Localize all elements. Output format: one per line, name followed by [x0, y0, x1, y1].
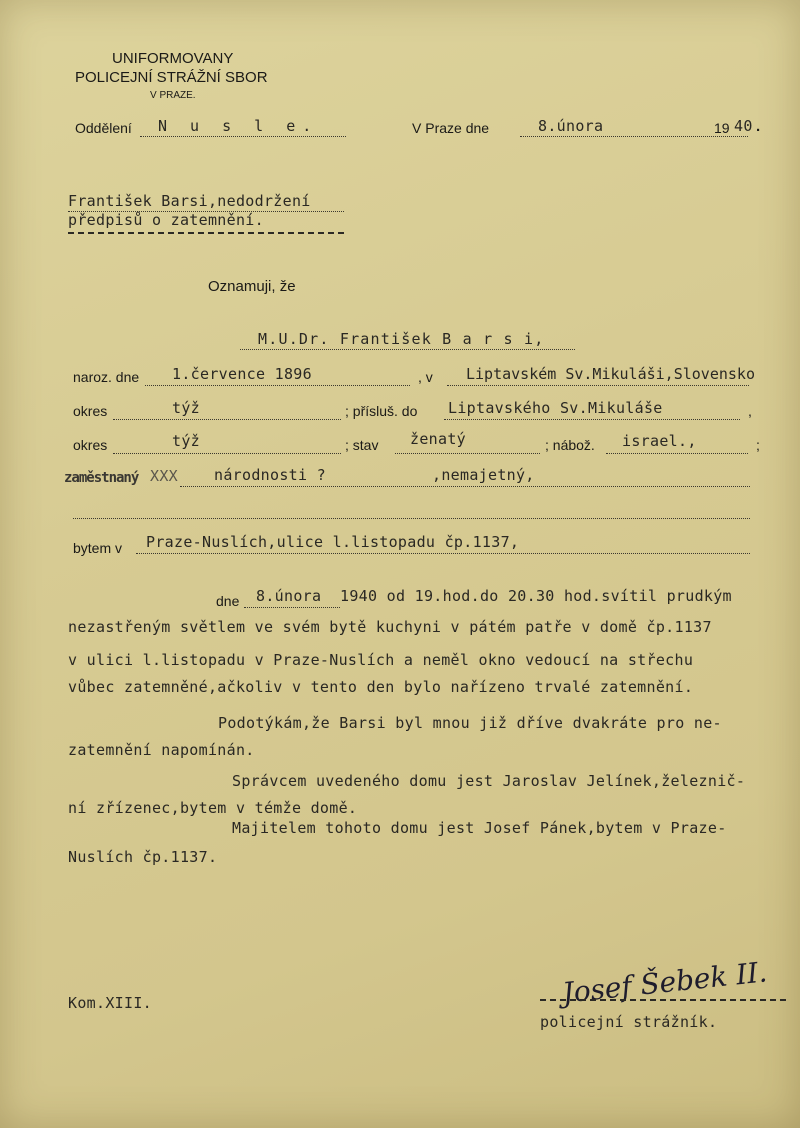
belong-end: ,	[748, 403, 752, 419]
officer-role: policejní strážník.	[540, 1013, 718, 1031]
letterhead-line3: V PRAZE.	[150, 90, 196, 101]
religion-label: ; nábož.	[545, 437, 595, 453]
body-line4: vůbec zatemněné,ačkoliv v tento den bylo nařízeno trvalé zatemnění.	[68, 678, 694, 696]
belong-value: Liptavského Sv.Mikuláše	[448, 399, 663, 417]
born-place: Liptavském Sv.Mikuláši,Slovensko	[466, 365, 755, 383]
born-at-label: , v	[418, 369, 433, 385]
person-name-dotted-line	[240, 349, 575, 350]
date-end: .	[756, 118, 761, 135]
status-value: ženatý	[410, 430, 466, 448]
body-day-label: dne	[216, 593, 240, 609]
residence-value: Praze-Nuslích,ulice l.listopadu čp.1137,	[146, 533, 520, 551]
belong-label: ; přísluš. do	[345, 403, 418, 419]
status-label: ; stav	[345, 437, 379, 453]
person-name: M.U.Dr. František B a r s i,	[258, 330, 545, 348]
nationality-value: národnosti ?	[214, 466, 326, 484]
subject-line2: předpisů o zatemnění.	[68, 211, 264, 229]
commission-number: Kom.XIII.	[68, 994, 152, 1012]
employed-label-overstruck: zaměstnaný	[64, 470, 139, 486]
date-year-suffix: 40	[734, 117, 753, 135]
body-line7: Správcem uvedeného domu jest Jaroslav Jelínek,železnič-	[232, 772, 746, 790]
property-value: ,nemajetný,	[432, 466, 535, 484]
officer-signature: Josef Šebek II.	[560, 955, 769, 1010]
district1-value: týž	[172, 399, 200, 417]
district2-value: týž	[172, 432, 200, 450]
district2-label: okres	[73, 437, 108, 453]
body-line1-rest: 1940 od 19.hod.do 20.30 hod.svítil prudkým	[340, 587, 732, 605]
belong-dotted-line	[444, 419, 740, 420]
date-prefix: V Praze dne	[412, 120, 490, 136]
district2-dotted-line	[113, 453, 341, 454]
employed-overstrike-mark: XXX	[150, 467, 178, 485]
body-line3: v ulici l.listopadu v Praze-Nuslích a neměl okno vedoucí na střechu	[68, 651, 694, 669]
date-dotted-line	[520, 136, 748, 137]
residence-label: bytem v	[73, 540, 123, 556]
body-line1-date: 8.února	[256, 587, 322, 605]
body-date-dotted-line	[244, 607, 340, 608]
status-dotted-line	[395, 453, 540, 454]
district1-label: okres	[73, 403, 108, 419]
nationality-dotted-line	[180, 486, 750, 487]
district1-dotted-line	[113, 419, 341, 420]
letterhead-line2: POLICEJNÍ STRÁŽNÍ SBOR	[75, 69, 268, 86]
body-line6: zatemnění napomínán.	[68, 741, 255, 759]
subject-dashed-underline	[68, 232, 344, 234]
department-dotted-line	[140, 136, 346, 137]
body-line10: Nuslích čp.1137.	[68, 848, 218, 866]
body-line9: Majitelem tohoto domu jest Josef Pánek,bytem v Praze-	[232, 819, 727, 837]
blank-dotted-line	[73, 518, 750, 519]
born-place-dotted-line	[447, 385, 749, 386]
religion-value: israel.,	[622, 432, 697, 450]
date-day-month: 8.února	[538, 117, 604, 135]
subject-line1: František Barsi,nedodržení	[68, 192, 311, 210]
department-label: Oddělení	[75, 120, 132, 136]
born-label: naroz. dne	[73, 369, 140, 385]
born-date-dotted-line	[145, 385, 410, 386]
born-date: 1.července 1896	[172, 365, 312, 383]
residence-dotted-line	[136, 553, 750, 554]
body-line5: Podotýkám,že Barsi byl mnou již dříve dvakráte pro ne-	[218, 714, 722, 732]
body-line2: nezastřeným světlem ve svém bytě kuchyni v pátém patře v domě čp.1137	[68, 618, 712, 636]
announce-text: Oznamuji, že	[208, 278, 296, 295]
religion-dotted-line	[606, 453, 748, 454]
department-value: N u s l e.	[158, 117, 319, 135]
body-line8: ní zřízenec,bytem v témže domě.	[68, 799, 358, 817]
date-year-prefix: 19	[714, 120, 730, 136]
signature-dashed-line	[540, 999, 786, 1001]
religion-end: ;	[756, 437, 760, 453]
letterhead-line1: UNIFORMOVANY	[112, 50, 234, 67]
